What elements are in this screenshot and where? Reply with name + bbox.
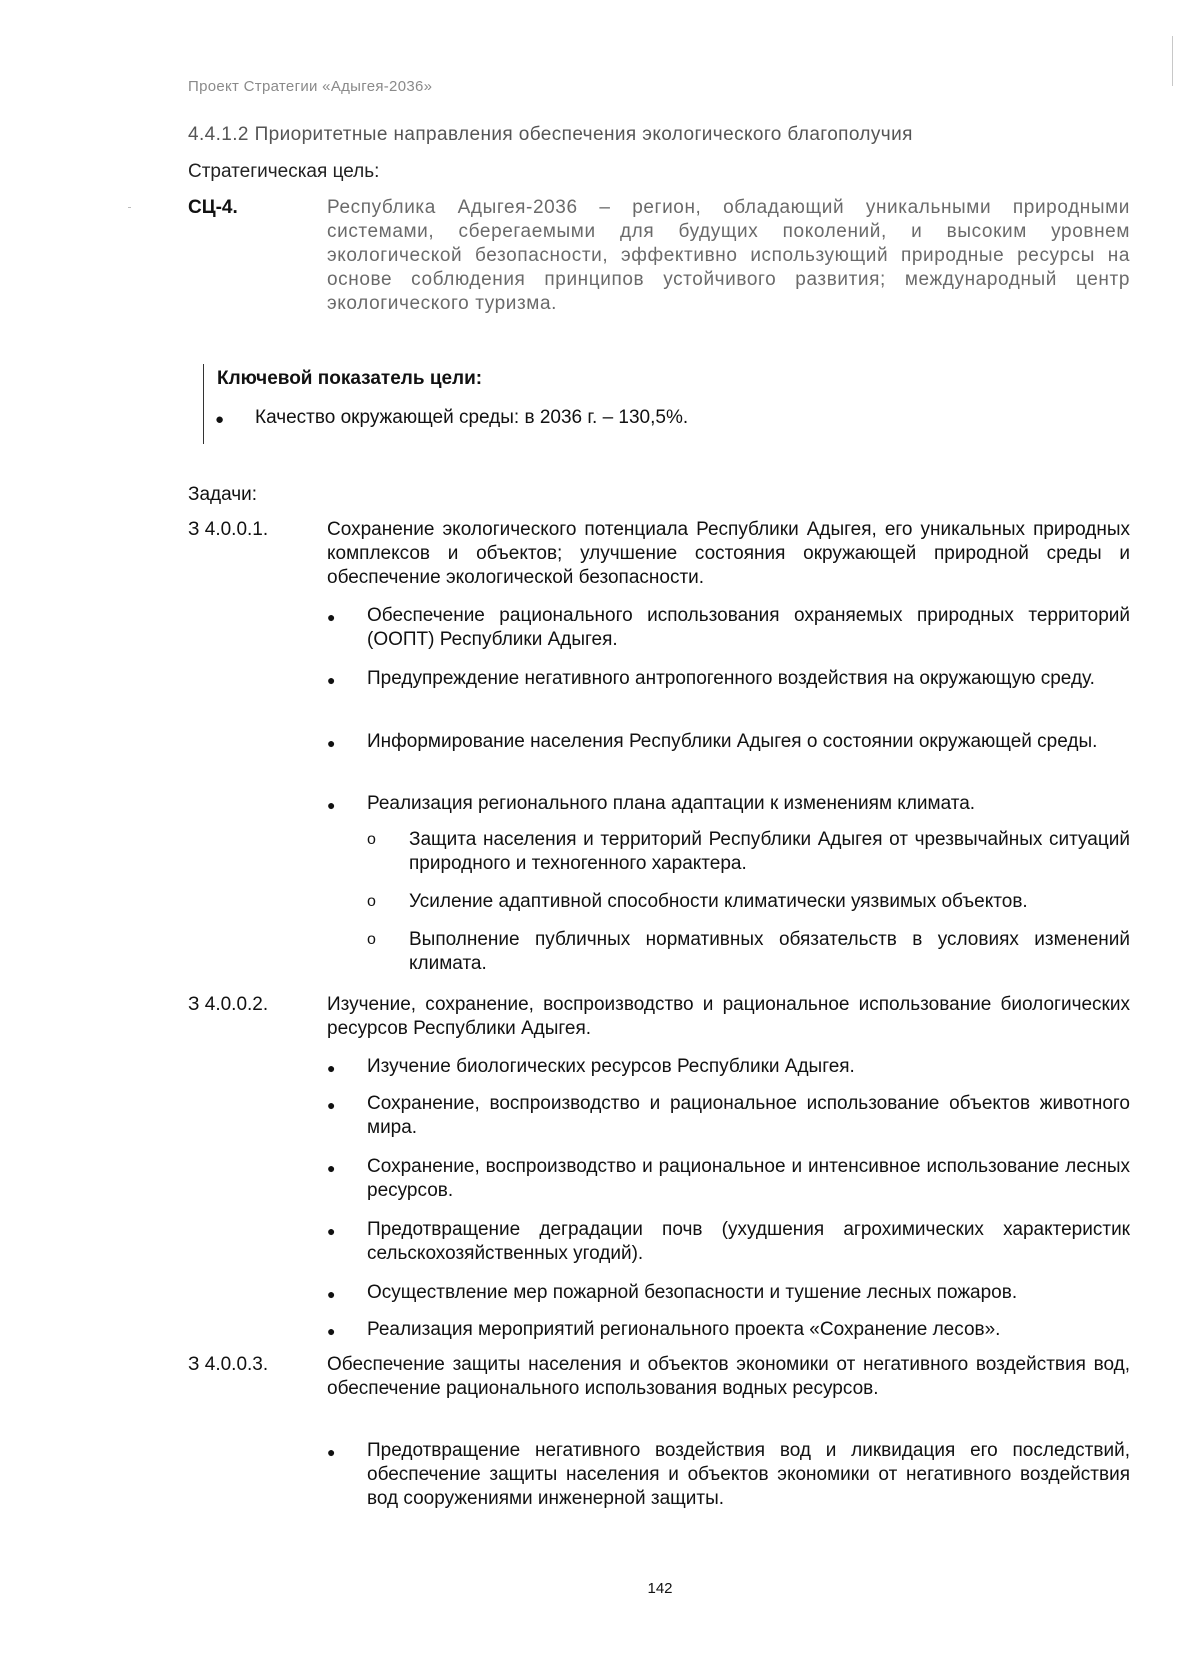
scan-margin-line	[1172, 36, 1173, 86]
list-item: Изучение биологических ресурсов Республики Адыгея.	[367, 1056, 855, 1077]
key-indicator-box	[203, 364, 1124, 444]
list-item: Сохранение, воспроизводство и рациональное использование объектов животного мира.	[367, 1093, 1130, 1138]
bullet-icon: ●	[327, 609, 336, 625]
key-indicator-item: Качество окружающей среды: в 2036 г. – 130,5%.	[255, 407, 689, 428]
bullet-icon: ●	[327, 1160, 336, 1176]
task-text: Сохранение экологического потенциала Республики Адыгея, его уникальных природных комплексов и объектов; улучшение состояния окружающей природной среды и обеспечение экологической безопасности.	[327, 519, 1130, 588]
bullet-icon: ●	[327, 797, 336, 813]
running-header: Проект Стратегии «Адыгея-2036»	[188, 78, 433, 95]
task-code: З 4.0.0.3.	[188, 1354, 269, 1375]
sub-list-item: Защита населения и территорий Республики Адыгея от чрезвычайных ситуаций природного и техногенного характера.	[409, 829, 1130, 874]
bullet-icon: ●	[327, 1223, 336, 1239]
section-heading: 4.4.1.2 Приоритетные направления обеспечения экологического благополучия	[188, 124, 913, 145]
task-code: З 4.0.0.2.	[188, 994, 269, 1015]
list-item: Предупреждение негативного антропогенного воздействия на окружающую среду.	[367, 668, 1095, 689]
bullet-icon: ●	[327, 1444, 336, 1460]
key-indicator-title: Ключевой показатель цели:	[217, 368, 483, 389]
hollow-bullet-icon: o	[367, 831, 376, 848]
bullet-icon: ●	[215, 411, 225, 428]
bullet-icon: ●	[327, 672, 336, 688]
strategic-goal-text: Республика Адыгея-2036 – регион, обладающий уникальными природными системами, сберегаемыми для будущих поколений, и высоким уровнем экологической безопасности, эффективно использующий природные ресурсы на основе соблюдения принципов устойчивого развития; международный центр экологического туризма.	[327, 197, 1130, 314]
sub-list-item: Усиление адаптивной способности климатически уязвимых объектов.	[409, 891, 1028, 912]
hollow-bullet-icon: o	[367, 893, 376, 910]
sub-list-item: Выполнение публичных нормативных обязательств в условиях изменений климата.	[409, 929, 1130, 974]
list-item: Предотвращение негативного воздействия вод и ликвидация его последствий, обеспечение защиты населения и объектов экономики от негативного воздействия вод сооружениями инженерной защиты.	[367, 1440, 1130, 1509]
strategic-goal-code: СЦ-4.	[188, 197, 238, 218]
list-item: Осуществление мер пожарной безопасности и тушение лесных пожаров.	[367, 1282, 1018, 1303]
scan-margin-tick	[128, 207, 131, 208]
list-item: Реализация регионального плана адаптации к изменениям климата.	[367, 793, 976, 814]
list-item: Информирование населения Республики Адыгея о состоянии окружающей среды.	[367, 731, 1098, 752]
tasks-label: Задачи:	[188, 484, 258, 505]
bullet-icon: ●	[327, 1286, 336, 1302]
bullet-icon: ●	[327, 735, 336, 751]
bullet-icon: ●	[327, 1323, 336, 1339]
list-item: Обеспечение рационального использования охраняемых природных территорий (ООПТ) Республики Адыгея.	[367, 605, 1130, 650]
list-item: Сохранение, воспроизводство и рациональное и интенсивное использование лесных ресурсов.	[367, 1156, 1130, 1201]
page-number: 142	[647, 1580, 673, 1597]
task-code: З 4.0.0.1.	[188, 519, 269, 540]
task-text: Обеспечение защиты населения и объектов экономики от негативного воздействия вод, обеспечение рационального использования водных ресурсов.	[327, 1354, 1130, 1399]
task-text: Изучение, сохранение, воспроизводство и рациональное использование биологических ресурсов Республики Адыгея.	[327, 994, 1130, 1039]
list-item: Предотвращение деградации почв (ухудшения агрохимических характеристик сельскохозяйственных угодий).	[367, 1219, 1130, 1264]
bullet-icon: ●	[327, 1097, 336, 1113]
list-item: Реализация мероприятий регионального проекта «Сохранение лесов».	[367, 1319, 1001, 1340]
hollow-bullet-icon: o	[367, 931, 376, 948]
strategic-goal-label: Стратегическая цель:	[188, 161, 380, 182]
bullet-icon: ●	[327, 1060, 336, 1076]
